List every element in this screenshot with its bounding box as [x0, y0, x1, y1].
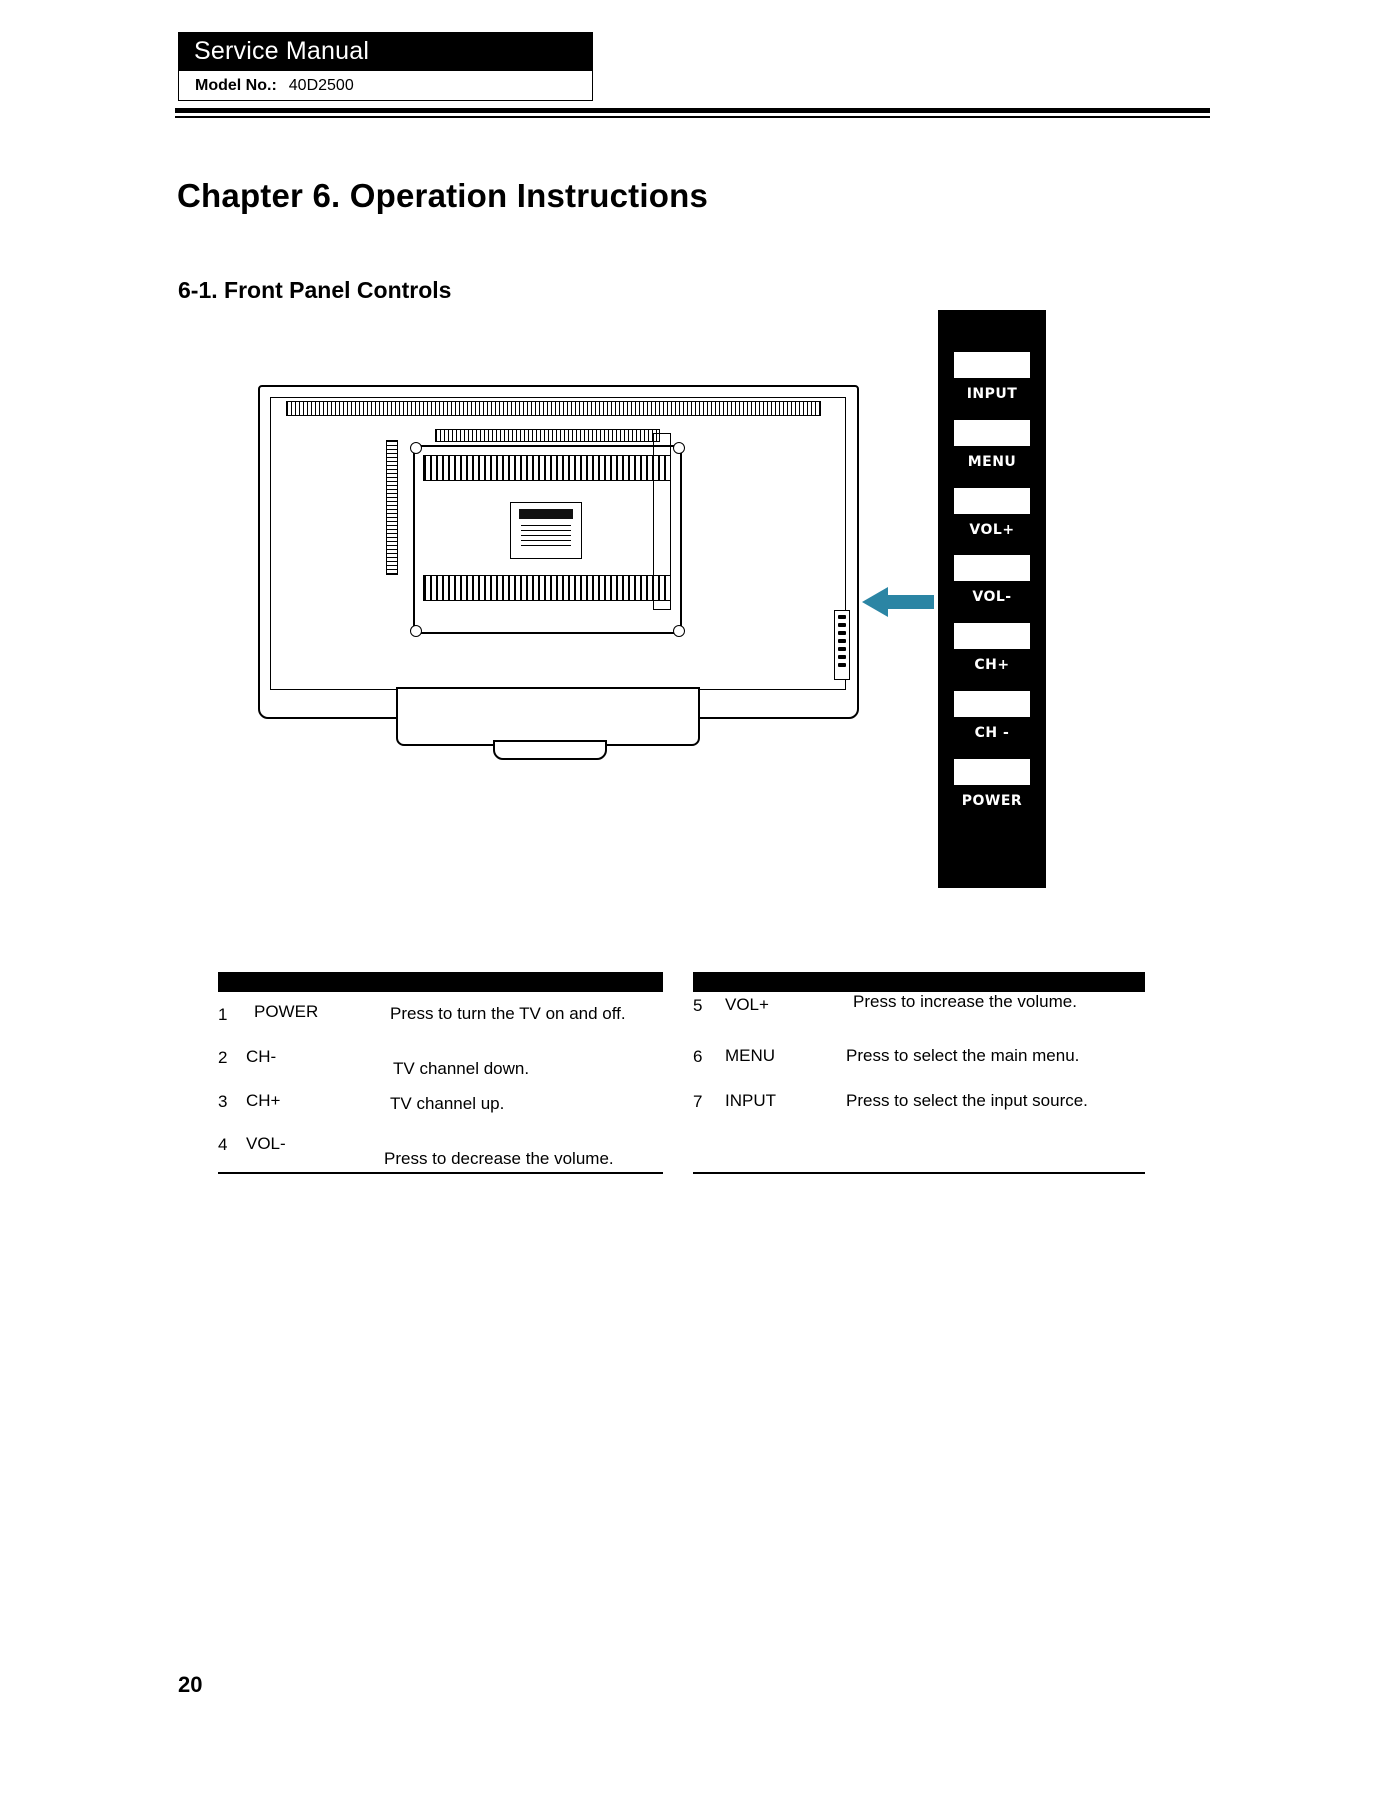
row-description: Press to select the input source.: [846, 1091, 1088, 1110]
section-title: 6-1. Front Panel Controls: [178, 277, 452, 304]
table-footer-rule: [218, 1172, 663, 1174]
tv-right-side-bracket: [653, 433, 671, 610]
strip-button: [838, 639, 846, 643]
document-header: [178, 32, 593, 101]
row-description: Press to decrease the volume.: [384, 1149, 614, 1168]
row-index: 6: [693, 1047, 703, 1066]
panel-label-input: INPUT: [966, 386, 1018, 402]
row-control-name: VOL+: [725, 995, 769, 1014]
panel-label-menu: MENU: [967, 454, 1017, 470]
chapter-title: Chapter 6. Operation Instructions: [177, 177, 709, 215]
table-header-bar: [218, 972, 663, 992]
table-row: [218, 1037, 663, 1082]
strip-button: [838, 663, 846, 667]
tv-illustration: [258, 385, 858, 730]
front-panel-control-strip: [938, 310, 1046, 888]
tv-plate-screw-top-left: [410, 442, 422, 454]
tv-rating-label: [510, 502, 582, 559]
table-row: [693, 1037, 1145, 1082]
model-label: Model No.:: [195, 77, 277, 94]
row-control-name: CH-: [246, 1047, 277, 1066]
strip-button: [838, 631, 846, 635]
tv-plate-screw-top-right: [673, 442, 685, 454]
table-row: [218, 1127, 663, 1172]
callout-arrow-icon: [862, 585, 934, 619]
manual-title: Service Manual: [178, 32, 593, 71]
panel-button-vol-down[interactable]: [954, 555, 1030, 581]
panel-button-ch-up[interactable]: [954, 623, 1030, 649]
panel-button-menu[interactable]: [954, 420, 1030, 446]
controls-table-right: [693, 972, 1145, 1174]
panel-button-vol-up[interactable]: [954, 488, 1030, 514]
strip-button: [838, 647, 846, 651]
row-control-name: MENU: [725, 1046, 776, 1065]
table-row-spacer: [693, 1127, 1145, 1172]
row-index: 4: [218, 1135, 228, 1154]
row-index: 3: [218, 1092, 228, 1111]
front-panel-figure: [250, 310, 1080, 940]
page-number: 20: [178, 1672, 203, 1697]
tv-left-side-vent: [386, 440, 398, 575]
row-control-name: INPUT: [725, 1091, 776, 1110]
tv-label-text-lines: [521, 525, 571, 547]
table-row: [693, 992, 1145, 1037]
table-body: [218, 992, 663, 1172]
table-row: [218, 1082, 663, 1127]
table-body: [693, 992, 1145, 1172]
controls-table-left: [218, 972, 663, 1174]
panel-label-vol-up: VOL+: [969, 522, 1015, 538]
tv-label-banner: [519, 509, 573, 519]
table-row: [693, 1082, 1145, 1127]
panel-label-ch-down: CH -: [974, 725, 1010, 741]
row-control-name: CH+: [246, 1091, 281, 1110]
row-index: 5: [693, 996, 703, 1015]
model-value: 40D2500: [288, 77, 354, 94]
tv-plate-screw-bottom-right: [673, 625, 685, 637]
strip-button: [838, 655, 846, 659]
row-description: Press to turn the TV on and off.: [390, 1004, 626, 1023]
row-control-name: VOL-: [246, 1134, 286, 1153]
table-row: [218, 992, 663, 1037]
header-divider: [175, 108, 1210, 118]
model-row: [178, 71, 593, 101]
divider-thin-line: [175, 116, 1210, 118]
table-footer-rule: [693, 1172, 1145, 1174]
panel-label-ch-up: CH+: [974, 657, 1010, 673]
row-index: 1: [218, 1005, 228, 1024]
panel-label-vol-down: VOL-: [972, 589, 1012, 605]
tv-back-plate: [413, 445, 682, 634]
row-index: 2: [218, 1048, 228, 1067]
row-control-name: POWER: [254, 1002, 319, 1021]
panel-button-power[interactable]: [954, 759, 1030, 785]
strip-button: [838, 615, 846, 619]
table-header-bar: [693, 972, 1145, 992]
tv-top-vent: [286, 401, 821, 416]
row-index: 7: [693, 1092, 703, 1111]
tv-plate-vent-upper: [423, 455, 671, 481]
row-description: Press to increase the volume.: [853, 992, 1077, 1011]
row-description: Press to select the main menu.: [846, 1046, 1080, 1065]
panel-button-input[interactable]: [954, 352, 1030, 378]
row-description: TV channel down.: [393, 1059, 530, 1078]
tv-plate-upper-vent: [435, 429, 660, 442]
row-description: TV channel up.: [390, 1094, 505, 1113]
panel-button-ch-down[interactable]: [954, 691, 1030, 717]
tv-plate-vent-lower: [423, 575, 671, 601]
tv-stand-foot: [493, 740, 607, 760]
tv-stand-base: [396, 687, 700, 746]
tv-plate-screw-bottom-left: [410, 625, 422, 637]
tv-control-button-strip: [834, 610, 850, 680]
strip-button: [838, 623, 846, 627]
panel-label-power: POWER: [961, 793, 1023, 809]
